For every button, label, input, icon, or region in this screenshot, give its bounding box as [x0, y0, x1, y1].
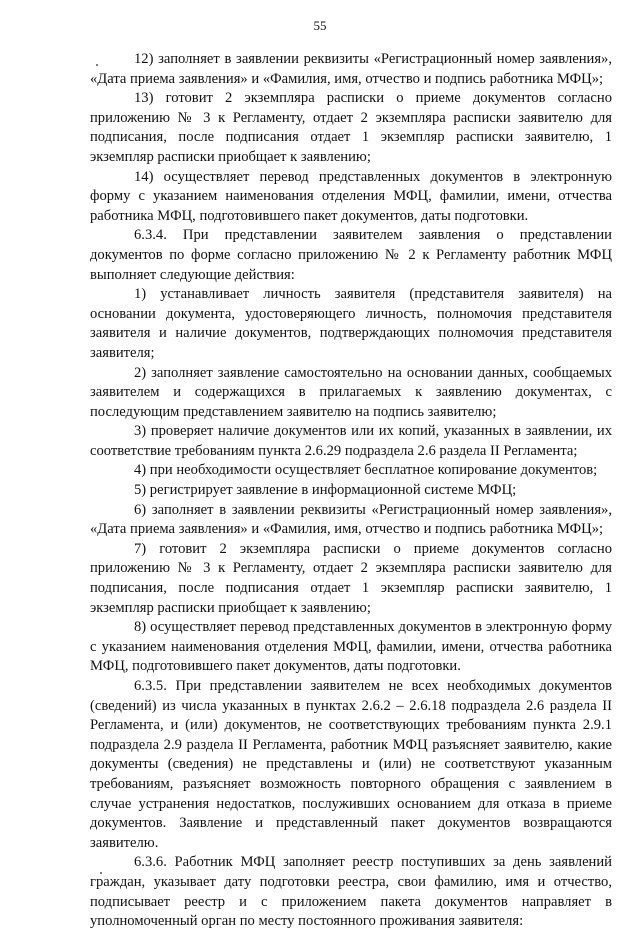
paragraph-item-12: 12) заполняет в заявлении реквизиты «Регистрационный номер заявления», «Дата приема заявления» и «Фамилия, имя, отчество и подпись работника МФЦ»; — [90, 51, 612, 87]
paragraph-item-1: 1) устанавливает личность заявителя (представителя заявителя) на основании документа, удостоверяющего личность, полномочия представителя заявителя и наличие документов, подтверждающих полномочия представителя заявителя; — [90, 286, 612, 361]
paragraph-item-7: 7) готовит 2 экземпляра расписки о приеме документов согласно приложению № 3 к Регламенту, отдает 2 экземпляра расписки заявителю для подписания, после подписания отдает 1 экземпляр расписки заявителю, 1 экземпляр расписки приобщает к заявлению; — [90, 540, 612, 616]
paragraph-item-13: 13) готовит 2 экземпляра расписки о приеме документов согласно приложению № 3 к Регламенту, отдает 2 экземпляра расписки заявителю для подписания, после подписания отдает 1 экземпляр расписки заявителю, 1 экземпляр расписки приобщает к заявлению; — [90, 90, 612, 165]
paragraph-6-3-4: 6.3.4. При представлении заявителем заявления о представлении документов по форме согласно приложению № 2 к Регламенту работник МФЦ выполняет следующие действия: — [90, 227, 612, 283]
paragraph-item-5: 5) регистрирует заявление в информационной системе МФЦ; — [134, 482, 517, 499]
paragraph-6-3-5: 6.3.5. При представлении заявителем не всех необходимых документов (сведений) из числа указанных в пунктах 2.6.2 – 2.6.18 подраздела 2.6 раздела II Регламента, и (или) документов, не соответствующих требованиям пункта 2.9.1 подраздела 2.9 раздела II Регламента, работник МФЦ разъясняет заявителю, какие документы (сведения) не представлены и (или) не соответствуют указанным требованиям, разъясняет возможность повторного обращения с заявлением в случае устранения недостатков, послуживших основанием для отказа в приеме документов. Заявление и представленный пакет документов возвращаются заявителю. — [90, 678, 612, 851]
paragraph-item-14: 14) осуществляет перевод представленных документов в электронную форму с указанием наименования отделения МФЦ, фамилии, имени, отчества работника МФЦ, подготовившего пакет документов, даты подготовки. — [90, 168, 612, 224]
paragraph-item-2: 2) заполняет заявление самостоятельно на основании данных, сообщаемых заявителем и содержащихся в прилагаемых к заявлению документах, с последующим представлением заявителю на подпись заявителю; — [90, 364, 612, 420]
paragraph-item-3: 3) проверяет наличие документов или их копий, указанных в заявлении, их соответствие требованиям пункта 2.6.29 подраздела 2.6 раздела II Регламента; — [90, 423, 612, 459]
paragraph-item-8: 8) осуществляет перевод представленных документов в электронную форму с указанием наименования отделения МФЦ, фамилии, имени, отчества работника МФЦ, подготовившего пакет документов, даты подготовки. — [90, 619, 612, 675]
paragraph-item-6: 6) заполняет в заявлении реквизиты «Регистрационный номер заявления», «Дата приема заявления» и «Фамилия, имя, отчество и подпись работника МФЦ»; — [90, 501, 612, 538]
paragraph-6-3-6: 6.3.6. Работник МФЦ заполняет реестр поступивших за день заявлений граждан, указывает дату подготовки реестра, свои фамилию, имя и отчество, подписывает реестр и с приложением пакета документов направляет в уполномоченный орган по месту постоянного проживания заявителя: — [90, 854, 612, 930]
document-body — [90, 50, 612, 932]
paragraph-item-4: 4) при необходимости осуществляет бесплатное копирование документов; — [134, 462, 598, 479]
page-number: 55 — [313, 18, 327, 33]
